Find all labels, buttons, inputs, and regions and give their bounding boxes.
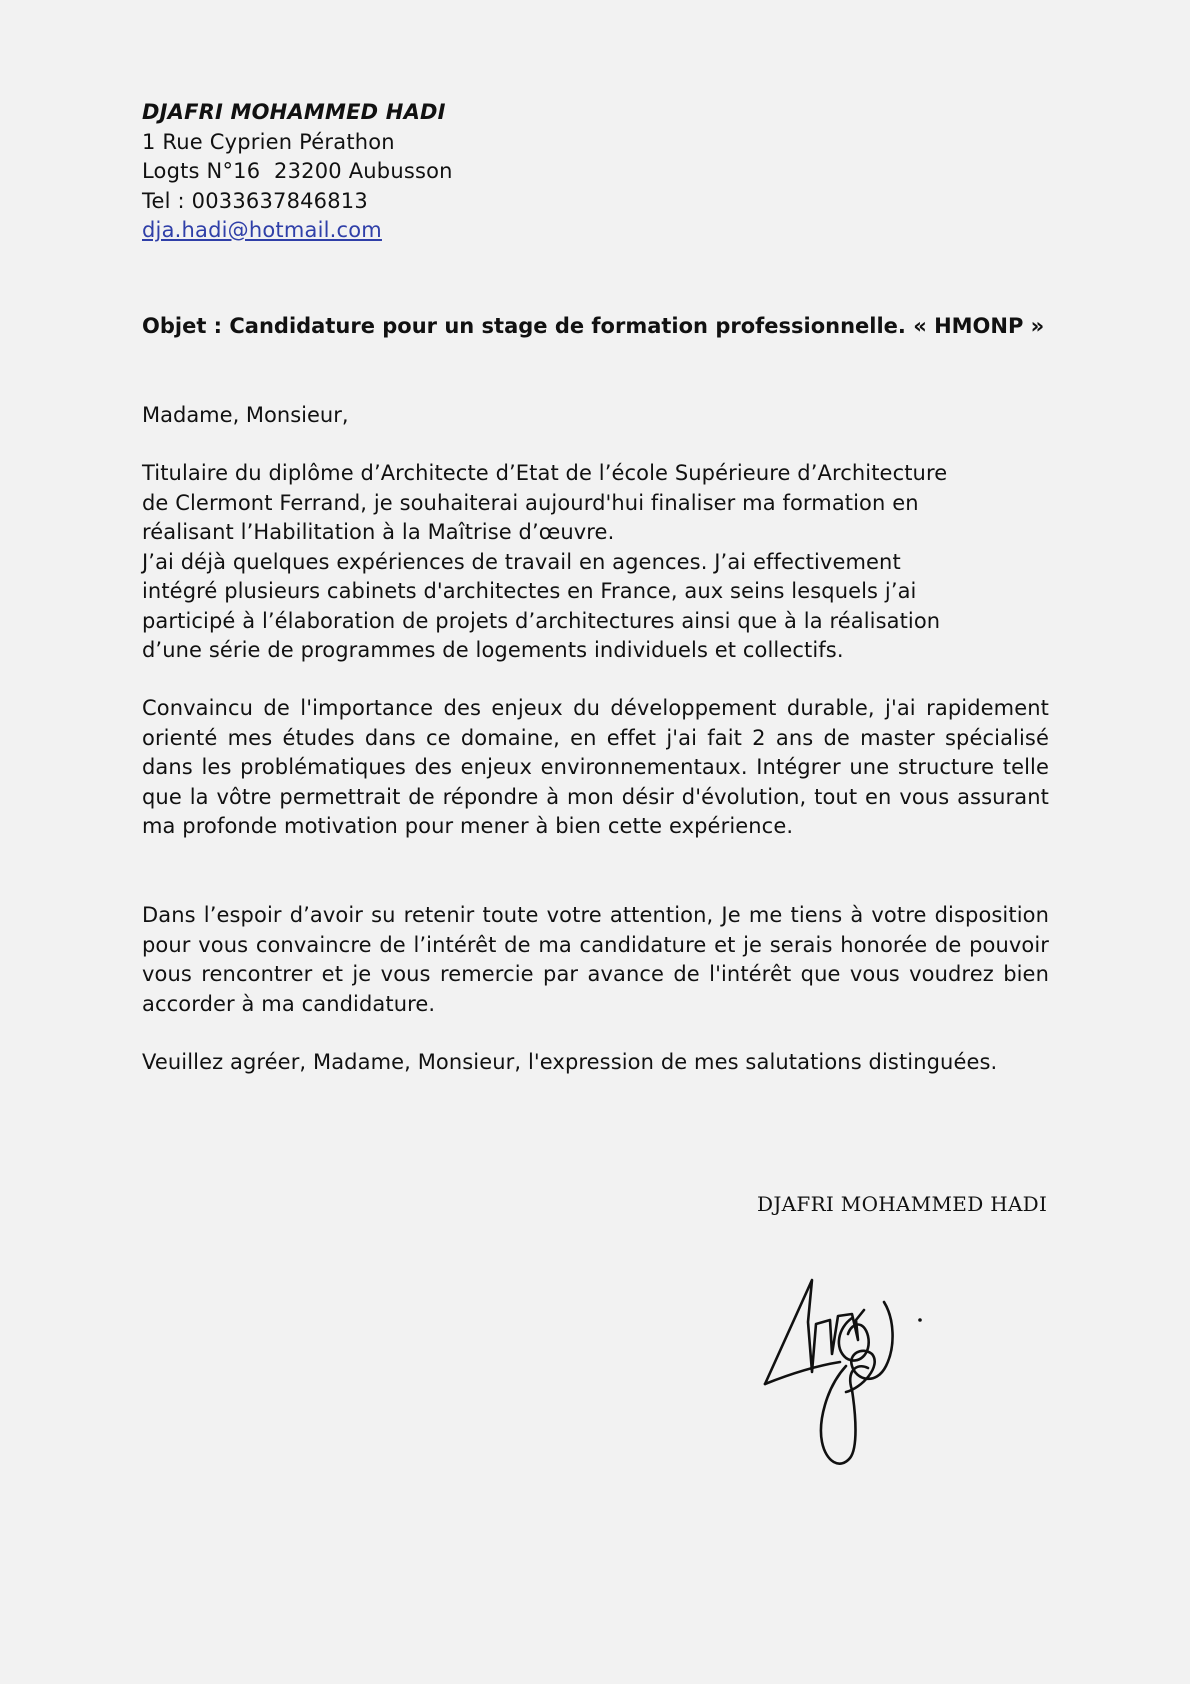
paragraph-line: intégré plusieurs cabinets d'architectes en France, aux seins lesquels j’ai: [142, 579, 917, 603]
paragraph-line: de Clermont Ferrand, je souhaiterai aujourd'hui finaliser ma formation en: [142, 490, 919, 515]
sender-phone: Tel : 0033637846813: [142, 188, 368, 213]
sender-address-line1: 1 Rue Cyprien Pérathon: [142, 129, 395, 154]
paragraph-closing-formula: Veuillez agréer, Madame, Monsieur, l'expression de mes salutations distinguées.: [142, 1050, 998, 1074]
letter-salutation: Madame, Monsieur,: [142, 403, 349, 427]
paragraph-motivation: Convaincu de l'importance des enjeux du développement durable, j'ai rapidement orienté mes études dans ce domaine, en effet j'ai fait 2 ans de master spécialisé dans les problématiques des enjeux environnementaux. Intégrer une structure telle que la vôtre permettrait de répondre à mon désir d'évolution, tout en vous assurant ma profonde motivation pour mener à bien cette expérience.: [142, 696, 1049, 838]
paragraph-line: réalisant l’Habilitation à la Maîtrise d’œuvre.: [142, 520, 615, 544]
sender-block: [142, 98, 453, 246]
paragraph-line: J’ai déjà quelques expériences de travail en agences. J’ai effectivement: [142, 549, 901, 574]
letter-subject: Objet : Candidature pour un stage de formation professionnelle. « HMONP »: [142, 314, 1045, 338]
paragraph-line: Titulaire du diplôme d’Architecte d’Etat de l’école Supérieure d’Architecture: [142, 461, 948, 485]
paragraph-line: participé à l’élaboration de projets d’architectures ainsi que à la réalisation: [142, 608, 941, 633]
sender-email-link[interactable]: dja.hadi@hotmail.com: [142, 218, 382, 242]
sender-name: DJAFRI MOHAMMED HADI: [142, 100, 446, 124]
handwritten-signature: [760, 1262, 930, 1472]
sender-address-line2: Logts N°16 23200 Aubusson: [142, 159, 453, 183]
paragraph-introduction: [142, 459, 1062, 666]
signer-name: DJAFRI MOHAMMED HADI: [757, 1192, 1048, 1216]
paragraph-availability: Dans l’espoir d’avoir su retenir toute votre attention, Je me tiens à votre disposition pour vous convaincre de l’intérêt de ma candidature et je serais honorée de pouvoir vous rencontrer et je vous remercie par avance de l'intérêt que vous voudrez bien accorder à ma candidature.: [142, 903, 1049, 1016]
paragraph-line: d’une série de programmes de logements individuels et collectifs.: [142, 638, 844, 662]
